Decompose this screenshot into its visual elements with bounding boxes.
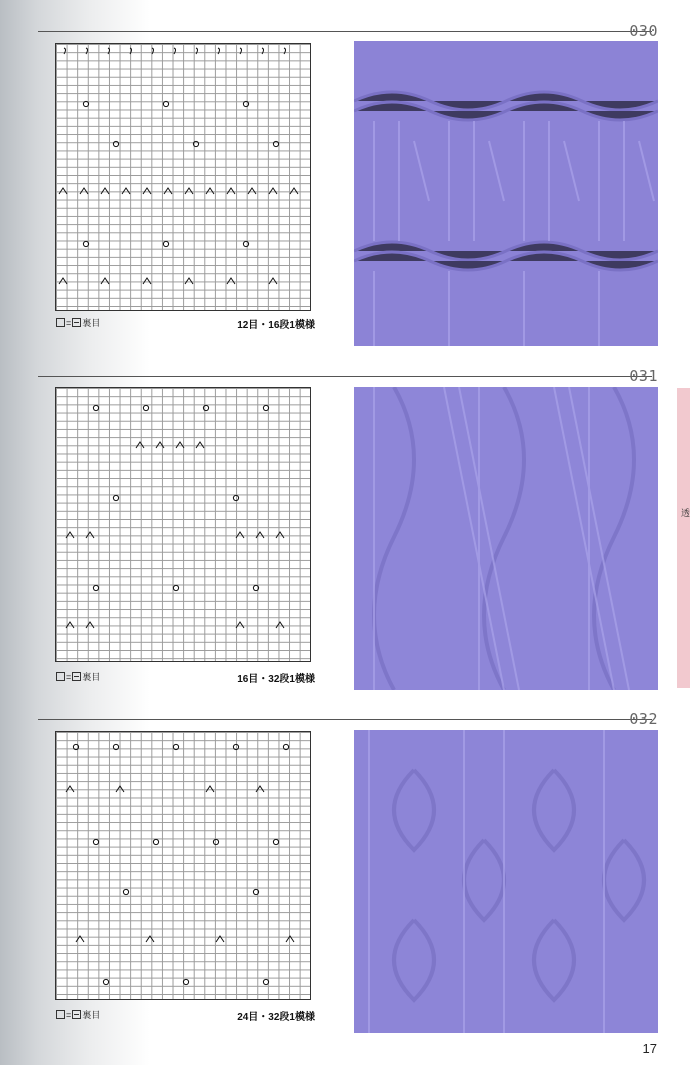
purl-symbol-box [72,1010,81,1019]
chart-symbols [56,44,312,312]
pattern-031-photo [354,387,658,690]
chart-legend: = 裏目 [55,670,100,683]
chart-symbols [56,388,312,663]
pattern-031-section [0,360,690,715]
purl-symbol-box [72,672,81,681]
stitch-repeat: 12目・16段1模様 [237,320,315,331]
side-tab-label: 透 [679,508,689,517]
knit-symbol-box [56,1010,65,1019]
pattern-number: 030 [629,22,658,40]
pattern-030-chart [55,43,311,311]
pattern-031-chart [55,387,311,662]
knit-symbol-box [56,672,65,681]
chart-symbols [56,732,312,1001]
chart-legend: = 裏目 [55,316,100,329]
page-number: 17 [642,1041,657,1056]
side-index-tab [677,388,690,688]
pattern-032-section [0,710,690,1045]
stitch-repeat: 16目・32段1模様 [237,674,315,685]
section-rule [38,719,652,720]
pattern-030-section [0,0,690,360]
pattern-032-chart [55,731,311,1000]
stitch-repeat: 24目・32段1模様 [237,1012,315,1023]
pattern-032-photo [354,730,658,1033]
pattern-030-photo [354,41,658,346]
pattern-number: 032 [629,710,658,728]
knit-symbol-box [56,318,65,327]
pattern-number: 031 [629,367,658,385]
section-rule [38,376,652,377]
chart-legend: = 裏目 [55,1008,100,1021]
section-rule [38,31,652,32]
purl-symbol-box [72,318,81,327]
